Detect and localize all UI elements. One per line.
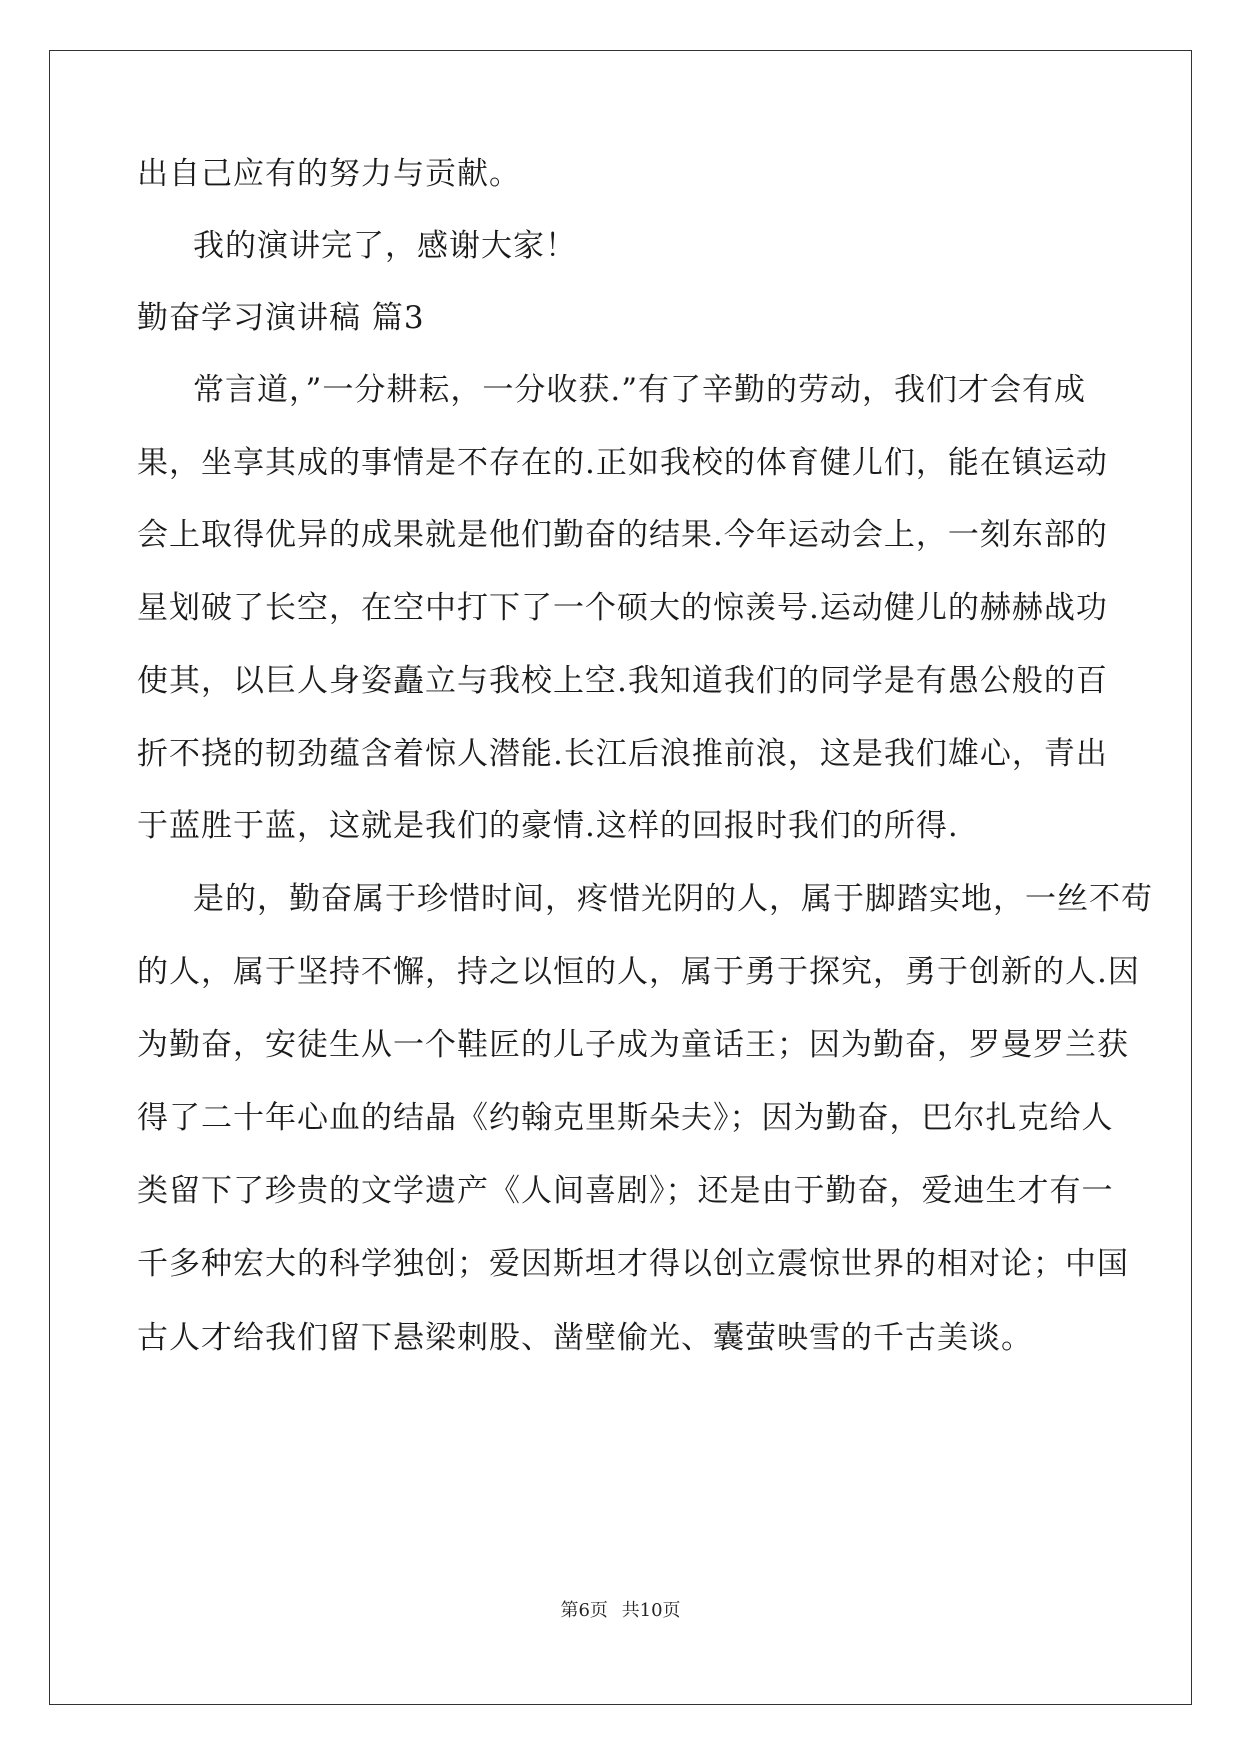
- page-footer: [0, 1599, 1241, 1623]
- paragraph-text: 使其，以巨人身姿矗立与我校上空.我知道我们的同学是有愚公般的百: [137, 663, 1108, 699]
- paragraph-text: 星划破了长空，在空中打下了一个硕大的惊羡号.运动健儿的赫赫战功: [137, 590, 1108, 626]
- paragraph-text: 得了二十年心血的结晶《约翰克里斯朵夫》；因为勤奋，巴尔扎克给人: [137, 1100, 1114, 1136]
- paragraph-text: 的人，属于坚持不懈，持之以恒的人，属于勇于探究，勇于创新的人.因: [137, 954, 1140, 990]
- paragraph-text: 果，坐享其成的事情是不存在的.正如我校的体育健儿们，能在镇运动: [137, 445, 1108, 481]
- page-number: 第6页: [560, 1600, 608, 1621]
- paragraph-text: 是的，勤奋属于珍惜时间，疼惜光阴的人，属于脚踏实地，一丝不苟: [193, 881, 1153, 917]
- heading-text: 勤奋学习演讲稿 篇3: [137, 300, 425, 336]
- paragraph-text: 常言道，”一分耕耘，一分收获.”有了辛勤的劳动，我们才会有成: [193, 372, 1087, 408]
- paragraph-text: 出自己应有的努力与贡献。: [137, 156, 521, 192]
- paragraph-text: 类留下了珍贵的文学遗产《人间喜剧》；还是由于勤奋，爱迪生才有一: [137, 1173, 1114, 1209]
- paragraph-text: 古人才给我们留下悬梁刺股、凿壁偷光、囊萤映雪的千古美谈。: [137, 1320, 1033, 1356]
- paragraph-text: 于蓝胜于蓝，这就是我们的豪情.这样的回报时我们的所得.: [137, 808, 959, 844]
- paragraph-text: 千多种宏大的科学独创；爱因斯坦才得以创立震惊世界的相对论；中国: [137, 1246, 1129, 1282]
- paragraph-text: 会上取得优异的成果就是他们勤奋的结果.今年运动会上，一刻东部的: [137, 517, 1108, 553]
- paragraph-text: 为勤奋，安徒生从一个鞋匠的儿子成为童话王；因为勤奋，罗曼罗兰获: [137, 1027, 1129, 1063]
- page-total: 共10页: [621, 1600, 681, 1621]
- paragraph-text: 我的演讲完了，感谢大家！: [193, 228, 577, 264]
- paragraph-text: 折不挠的韧劲蕴含着惊人潜能.长江后浪推前浪，这是我们雄心，青出: [137, 736, 1108, 772]
